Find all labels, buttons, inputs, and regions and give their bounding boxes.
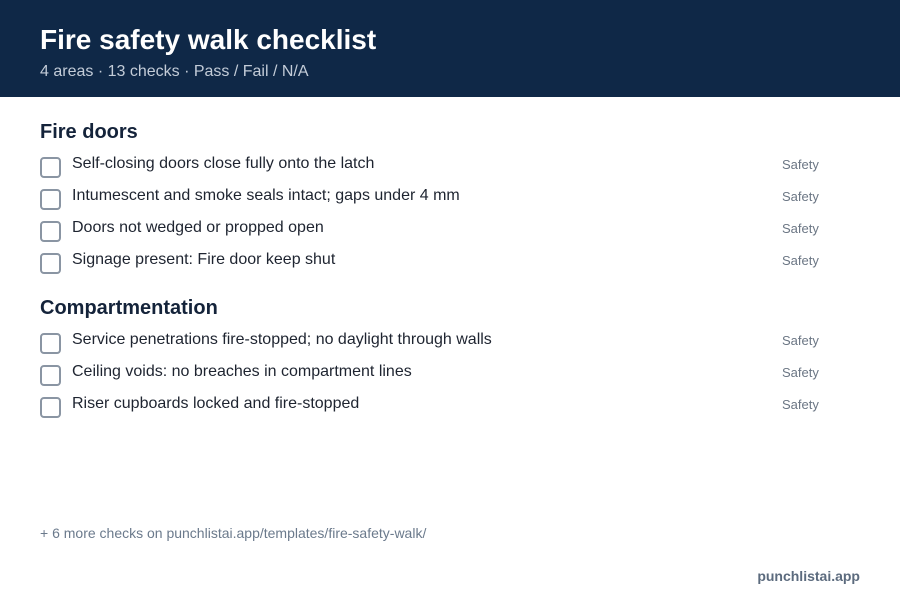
checklist-item [40, 185, 860, 217]
category-tag: Safety [782, 365, 819, 380]
category-tag: Safety [782, 397, 819, 412]
item-text: Ceiling voids: no breaches in compartment lines [72, 363, 412, 380]
category-tag: Safety [782, 157, 819, 172]
brand-name: punchlistai.app [757, 568, 860, 584]
checklist-item [40, 217, 860, 249]
section-title: Fire doors [40, 121, 138, 143]
more-checks-link[interactable]: + 6 more checks on punchlistai.app/templates/fire-safety-walk/ [40, 525, 427, 541]
checklist-item [40, 329, 860, 361]
item-checkbox[interactable] [40, 253, 61, 274]
header-banner [0, 0, 900, 97]
section-title: Compartmentation [40, 297, 218, 319]
category-tag: Safety [782, 333, 819, 348]
section-fire-doors [40, 119, 860, 281]
item-checkbox[interactable] [40, 189, 61, 210]
checklist-item [40, 393, 860, 425]
item-text: Self-closing doors close fully onto the latch [72, 155, 375, 172]
item-text: Doors not wedged or propped open [72, 219, 324, 236]
checklist-item [40, 249, 860, 281]
checklist-item [40, 153, 860, 185]
item-checkbox[interactable] [40, 333, 61, 354]
item-text: Signage present: Fire door keep shut [72, 251, 336, 268]
item-checkbox[interactable] [40, 221, 61, 242]
item-text: Intumescent and smoke seals intact; gaps under 4 mm [72, 187, 460, 204]
checklist-item [40, 361, 860, 393]
item-checkbox[interactable] [40, 397, 61, 418]
item-checkbox[interactable] [40, 365, 61, 386]
page-title: Fire safety walk checklist [40, 24, 377, 55]
item-text: Service penetrations fire-stopped; no daylight through walls [72, 331, 492, 348]
item-text: Riser cupboards locked and fire-stopped [72, 395, 360, 412]
category-tag: Safety [782, 221, 819, 236]
item-checkbox[interactable] [40, 157, 61, 178]
category-tag: Safety [782, 189, 819, 204]
category-tag: Safety [782, 253, 819, 268]
page-subtitle: 4 areas · 13 checks · Pass / Fail / N/A [40, 63, 309, 80]
section-compartmentation [40, 295, 860, 425]
